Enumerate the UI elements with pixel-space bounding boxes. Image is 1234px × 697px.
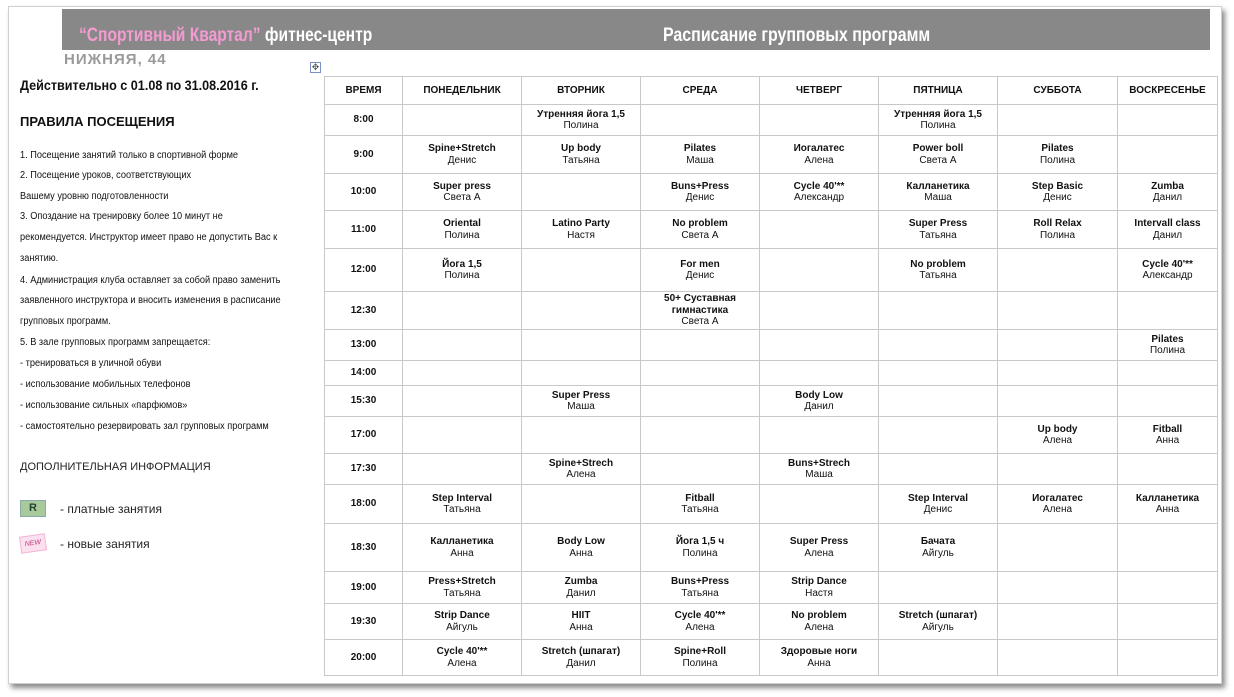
class-cell[interactable] [879,524,998,572]
coach-name: Полина [682,657,718,669]
class-name: Strip Dance [434,610,490,621]
class-name: Иогалатес [793,143,845,154]
class-name: Roll Relax [1033,218,1082,229]
class-name: Super press [433,180,491,192]
time-cell: 12:00 [325,249,403,292]
class-cell[interactable] [879,174,998,211]
class-name: Cycle 40'** [436,646,488,657]
class-cell[interactable] [641,292,760,330]
class-cell[interactable] [403,485,522,524]
class-name: Калланетика [906,180,970,192]
class-cell[interactable] [403,292,522,330]
class-cell[interactable] [522,640,641,676]
class-cell[interactable] [641,485,760,524]
coach-name: Маша [805,469,833,480]
schedule-row [325,417,1218,454]
coach-name: Денис [685,192,715,203]
coach-name: Алена [804,154,834,166]
coach-name: Полина [920,120,956,131]
class-cell[interactable] [1118,572,1218,604]
class-name: Йога 1,5 [442,258,482,270]
class-cell[interactable] [879,249,998,292]
class-cell[interactable] [522,604,641,640]
coach-name: Алена [1042,504,1073,515]
time-cell: 11:00 [325,211,403,249]
class-cell[interactable] [403,105,522,136]
class-name: Super Press [789,536,849,547]
class-cell[interactable] [641,572,760,604]
class-name: Oriental [443,218,481,229]
class-cell[interactable] [522,417,641,454]
class-cell[interactable] [403,249,522,292]
coach-name: Татьяна [443,504,481,515]
brand-title [79,25,372,47]
class-name: Buns+Press [670,180,730,192]
schedule-row [325,485,1218,524]
class-cell[interactable] [403,572,522,604]
class-cell[interactable] [879,485,998,524]
time-cell: 20:00 [325,640,403,676]
coach-name: Александр [793,192,845,203]
table-move-handle-icon[interactable]: ✥ [311,62,320,72]
rule-line: 4. Администрация клуба оставляет за собой право заменить [20,275,281,286]
class-cell[interactable] [522,330,641,361]
coach-name: Света А [443,192,481,203]
schedule-row [325,292,1218,330]
class-cell[interactable] [522,174,641,211]
class-name: Body Low [795,389,843,401]
class-name: Fitball [685,492,715,504]
class-cell[interactable] [1118,249,1218,292]
class-name: Калланетика [1135,492,1200,504]
coach-name: Денис [923,504,953,515]
coach-name: Настя [805,587,833,599]
coach-name: Алена [804,547,834,559]
class-cell[interactable] [879,292,998,330]
time-cell: 18:30 [325,524,403,572]
column-header: ПЯТНИЦА [879,77,998,105]
schedule-row [325,640,1218,676]
class-cell[interactable] [1118,136,1218,174]
class-name: Latino Party [552,218,610,229]
class-cell[interactable] [760,640,879,676]
class-cell[interactable] [760,211,879,249]
class-name: No problem [672,218,728,229]
rule-line: Вашему уровню подготовленности [20,191,169,202]
class-name: Здоровые ноги [780,646,858,657]
schedule-row [325,174,1218,211]
class-cell[interactable] [879,604,998,640]
column-header: ВТОРНИК [522,77,641,105]
class-cell[interactable] [998,249,1118,292]
time-cell: 17:30 [325,454,403,485]
class-cell[interactable] [641,211,760,249]
coach-name: Анна [569,547,593,559]
class-cell[interactable] [760,105,879,136]
class-cell[interactable] [522,572,641,604]
class-name: Stretch (шпагат) [898,610,978,621]
coach-name: Полина [1039,154,1076,166]
new-badge-icon: NEW [19,533,47,553]
class-cell[interactable] [1118,417,1218,454]
class-cell[interactable] [522,105,641,136]
class-cell[interactable] [522,136,641,174]
coach-name: Полина [444,229,480,241]
class-name: 50+ Суставная гимнастика [664,293,736,316]
rule-line: - использование мобильных телефонов [20,379,191,390]
coach-name: Денис [447,154,477,166]
time-cell: 15:30 [325,386,403,417]
coach-name: Анна [1155,435,1180,446]
class-name: Up body [1037,423,1078,435]
class-name: Йога 1,5 ч [675,536,725,547]
rule-line: рекомендуется. Инструктор имеет право не допустить Вас к [20,232,278,243]
class-cell[interactable] [1118,604,1218,640]
class-cell[interactable] [641,417,760,454]
coach-name: Александр [1142,270,1193,281]
class-cell[interactable] [403,524,522,572]
validity-period: Действительно с 01.08 по 31.08.2016 г. [20,77,259,93]
class-cell[interactable] [641,640,760,676]
class-name: Zumba [564,576,598,587]
class-name: Buns+Press [670,576,730,587]
class-cell[interactable] [760,174,879,211]
class-cell[interactable] [522,292,641,330]
class-cell[interactable] [403,361,522,386]
class-name: Pilates [1041,143,1074,154]
time-cell: 19:00 [325,572,403,604]
class-cell[interactable] [879,105,998,136]
class-cell[interactable] [760,361,879,386]
class-cell[interactable] [1118,174,1218,211]
class-cell[interactable] [760,292,879,330]
class-cell[interactable] [641,136,760,174]
class-name: Cycle 40'** [793,180,845,192]
class-cell[interactable] [998,640,1118,676]
coach-name: Полина [563,120,599,131]
class-cell[interactable] [998,417,1118,454]
class-cell[interactable] [760,454,879,485]
class-cell[interactable] [403,136,522,174]
class-cell[interactable] [998,292,1118,330]
class-cell[interactable] [879,417,998,454]
column-header: СУББОТА [998,77,1118,105]
class-cell[interactable] [998,174,1118,211]
coach-name: Данил [566,587,596,599]
class-cell[interactable] [403,174,522,211]
schedule-table [324,76,1218,676]
coach-name: Татьяна [681,587,719,599]
class-name: Spine+Stretch [428,143,496,154]
paid-badge-icon: R [20,500,46,517]
class-cell[interactable] [760,524,879,572]
class-cell[interactable] [998,330,1118,361]
class-name: Cycle 40'** [1142,258,1193,270]
class-name: Stretch (шпагат) [541,646,621,657]
class-name: Super Press [908,218,968,229]
class-cell[interactable] [879,572,998,604]
class-name: Spine+Strech [548,457,614,469]
schedule-row [325,330,1218,361]
class-cell[interactable] [403,640,522,676]
coach-name: Татьяна [562,154,600,166]
schedule-row [325,386,1218,417]
class-cell[interactable] [998,572,1118,604]
class-name: Step Interval [907,492,969,504]
class-cell[interactable] [1118,386,1218,417]
class-cell[interactable] [641,361,760,386]
class-cell[interactable] [1118,524,1218,572]
class-name: Бачата [920,536,956,547]
rule-line: заявленного инструктора и вносить изменения в расписание [20,295,281,306]
class-name: Body Low [557,536,605,547]
coach-name: Полина [1149,345,1186,356]
schedule-row [325,361,1218,386]
rule-line: занятию. [20,253,59,264]
rule-line: - использование сильных «парфюмов» [20,400,188,411]
address: НИЖНЯЯ, 44 [64,51,167,68]
class-cell[interactable] [760,136,879,174]
legend-paid [20,500,162,517]
class-cell[interactable] [641,386,760,417]
legend-new [20,535,150,552]
class-name: Pilates [1151,333,1184,345]
coach-name: Полина [444,270,480,281]
class-cell[interactable] [998,105,1118,136]
time-cell: 8:00 [325,105,403,136]
coach-name: Полина [682,547,718,559]
coach-name: Настя [567,229,595,241]
class-cell[interactable] [998,604,1118,640]
coach-name: Света А [681,316,719,328]
coach-name: Денис [685,270,715,281]
class-cell[interactable] [998,386,1118,417]
coach-name: Алена [447,657,477,669]
time-cell: 19:30 [325,604,403,640]
class-cell[interactable] [998,524,1118,572]
coach-name: Татьяна [919,270,957,281]
rules-heading: ПРАВИЛА ПОСЕЩЕНИЯ [20,114,175,129]
class-cell[interactable] [1118,454,1218,485]
class-cell[interactable] [998,454,1118,485]
coach-name: Маша [567,401,595,412]
column-header: ЧЕТВЕРГ [760,77,879,105]
class-name: Strip Dance [791,576,847,587]
schedule-header-row [325,77,1218,105]
coach-name: Татьяна [681,504,719,515]
coach-name: Айгуль [446,621,478,633]
class-cell[interactable] [1118,292,1218,330]
class-name: For men [680,258,720,270]
class-name: Super Press [551,389,611,401]
class-name: Intervall class [1134,218,1201,229]
schedule-body [325,105,1218,676]
class-cell[interactable] [998,211,1118,249]
class-cell[interactable] [760,417,879,454]
class-cell[interactable] [879,640,998,676]
schedule-title: Расписание групповых программ [663,25,931,46]
class-cell[interactable] [522,485,641,524]
rule-line: 2. Посещение уроков, соответствующих [20,170,192,181]
class-cell[interactable] [641,249,760,292]
class-cell[interactable] [522,249,641,292]
column-header: ВОСКРЕСЕНЬЕ [1118,77,1218,105]
brand-name: “Спортивный Квартал” [79,25,261,46]
class-cell[interactable] [403,386,522,417]
class-name: Утренняя йога 1,5 [894,108,982,120]
coach-name: Анна [450,547,474,559]
class-cell[interactable] [879,454,998,485]
coach-name: Данил [804,401,834,412]
class-cell[interactable] [1118,640,1218,676]
class-cell[interactable] [760,604,879,640]
class-name: Pilates [683,143,717,154]
time-cell: 9:00 [325,136,403,174]
class-cell[interactable] [760,572,879,604]
class-cell[interactable] [1118,105,1218,136]
class-name: Калланетика [430,536,494,547]
time-cell: 17:00 [325,417,403,454]
coach-name: Света А [681,229,719,241]
class-cell[interactable] [522,386,641,417]
rule-line: 5. В зале групповых программ запрещается: [20,337,211,348]
schedule-row [325,211,1218,249]
class-cell[interactable] [998,361,1118,386]
schedule-row [325,604,1218,640]
legend-paid-text: - платные занятия [60,501,162,516]
coach-name: Анна [1155,504,1180,515]
class-name: Step Interval [431,492,493,504]
class-cell[interactable] [641,524,760,572]
class-name: Zumba [1151,180,1184,192]
schedule-row [325,454,1218,485]
class-cell[interactable] [1118,211,1218,249]
class-name: Power boll [912,143,964,154]
class-name: Buns+Strech [788,457,850,469]
rule-line: - самостоятельно резервировать зал групповых программ [20,421,269,432]
coach-name: Данил [566,657,596,669]
coach-name: Татьяна [443,587,481,599]
time-cell: 10:00 [325,174,403,211]
coach-name: Маша [924,192,952,203]
class-cell[interactable] [522,454,641,485]
column-header: ВРЕМЯ [325,77,403,105]
time-cell: 13:00 [325,330,403,361]
schedule-row [325,136,1218,174]
class-cell[interactable] [641,604,760,640]
column-header: ПОНЕДЕЛЬНИК [403,77,522,105]
class-cell[interactable] [760,249,879,292]
class-name: No problem [791,610,847,621]
class-cell[interactable] [403,330,522,361]
rule-line: 3. Опоздание на тренировку более 10 минут не [20,211,223,222]
brand-suffix: фитнес-центр [260,25,373,46]
coach-name: Анна [807,657,831,669]
coach-name: Анна [569,621,593,633]
class-name: No problem [910,258,966,270]
legend-new-text: - новые занятия [60,536,150,551]
time-cell: 12:30 [325,292,403,330]
coach-name: Полина [1039,229,1076,241]
class-cell[interactable] [1118,330,1218,361]
schedule-row [325,572,1218,604]
time-cell: 18:00 [325,485,403,524]
class-cell[interactable] [1118,485,1218,524]
coach-name: Маша [686,154,714,166]
rule-line: - тренироваться в уличной обуви [20,358,162,369]
class-cell[interactable] [641,174,760,211]
class-name: Cycle 40'** [674,610,726,621]
class-cell[interactable] [641,330,760,361]
class-cell[interactable] [522,524,641,572]
class-cell[interactable] [1118,361,1218,386]
class-name: Press+Stretch [428,576,496,587]
extra-info-heading: ДОПОЛНИТЕЛЬНАЯ ИНФОРМАЦИЯ [20,461,211,473]
schedule-row [325,524,1218,572]
coach-name: Алена [566,469,596,480]
class-cell[interactable] [522,361,641,386]
class-name: HIIT [571,610,591,621]
coach-name: Света А [919,154,957,166]
class-cell[interactable] [879,361,998,386]
class-cell[interactable] [760,386,879,417]
time-cell: 14:00 [325,361,403,386]
class-cell[interactable] [760,330,879,361]
class-name: Step Basic [1031,180,1084,192]
coach-name: Айгуль [922,621,954,633]
class-cell[interactable] [879,211,998,249]
column-header: СРЕДА [641,77,760,105]
coach-name: Данил [1152,229,1183,241]
coach-name: Данил [1152,192,1183,203]
class-cell[interactable] [403,211,522,249]
class-cell[interactable] [879,330,998,361]
class-cell[interactable] [760,485,879,524]
class-cell[interactable] [998,136,1118,174]
schedule-row [325,105,1218,136]
coach-name: Алена [1042,435,1073,446]
rule-line: групповых программ. [20,316,111,327]
class-name: Fitball [1152,423,1183,435]
class-cell[interactable] [998,485,1118,524]
class-cell[interactable] [403,417,522,454]
class-name: Иогалатес [1032,492,1083,504]
coach-name: Айгуль [922,547,954,559]
class-cell[interactable] [879,386,998,417]
coach-name: Татьяна [919,229,957,241]
class-cell[interactable] [403,604,522,640]
class-cell[interactable] [641,454,760,485]
coach-name: Денис [1043,192,1072,203]
class-cell[interactable] [522,211,641,249]
rule-line: 1. Посещение занятий только в спортивной форме [20,150,239,161]
schedule-row [325,249,1218,292]
class-cell[interactable] [879,136,998,174]
coach-name: Алена [685,621,715,633]
class-name: Spine+Roll [674,646,726,657]
class-name: Up body [561,143,601,154]
coach-name: Алена [804,621,834,633]
class-name: Утренняя йога 1,5 [537,108,625,120]
class-cell[interactable] [403,454,522,485]
class-cell[interactable] [641,105,760,136]
